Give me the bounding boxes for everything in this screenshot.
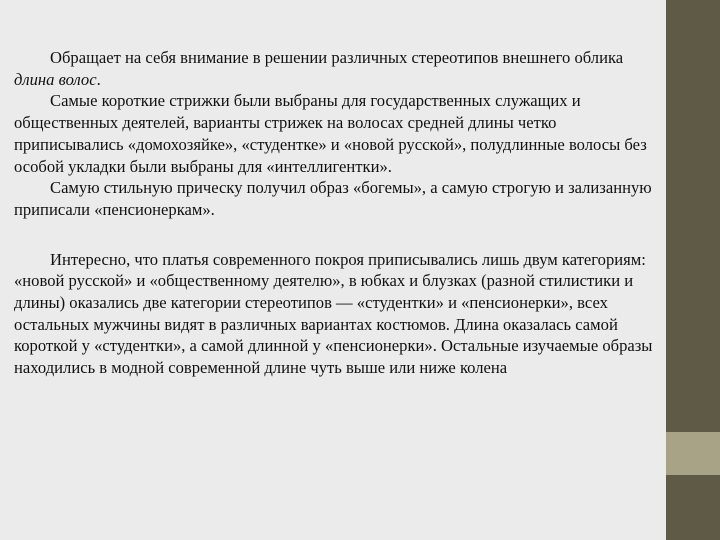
paragraph-hair-length-intro	[14, 47, 654, 90]
paragraph-clothing: Интересно, что платья современного покроя приписывались лишь двум категориям: «новой русской» и «общественному деятелю», в юбках и блузках (разной стилистики и длины) оказались две категории стереотипов — «студентки» и «пенсионерки», всех остальных мужчины видят в различных вариантах костюмов. Длина оказалась самой короткой у «студентки», а самой длинной у «пенсионерки». Остальные изучаемые образы находились в модной современной длине чуть выше или ниже колена	[14, 249, 653, 378]
sidebar-accent-band	[666, 432, 720, 475]
sidebar-dark-bottom	[666, 475, 720, 540]
paragraph-stylish-hairstyle: Самую стильную прическу получил образ «богемы», а самую строгую и зализанную приписали «пенсионеркам».	[14, 178, 652, 219]
emphasized-phrase: длина волос	[14, 69, 97, 89]
paragraph-1-text: Обращает на себя внимание в решении различных стереотипов внешнего облика	[50, 48, 624, 67]
paragraph-1-end: .	[96, 69, 101, 89]
slide-body-text	[14, 47, 654, 379]
sidebar-dark-top	[666, 0, 720, 432]
paragraph-short-haircuts: Самые короткие стрижки были выбраны для государственных служащих и общественных деятелей, варианты стрижек на волосах средней длины четко приписывались «домохозяйке», «студентке» и «новой русской», полудлинные волосы без особой укладки были выбраны для «интеллигентки».	[14, 91, 647, 176]
